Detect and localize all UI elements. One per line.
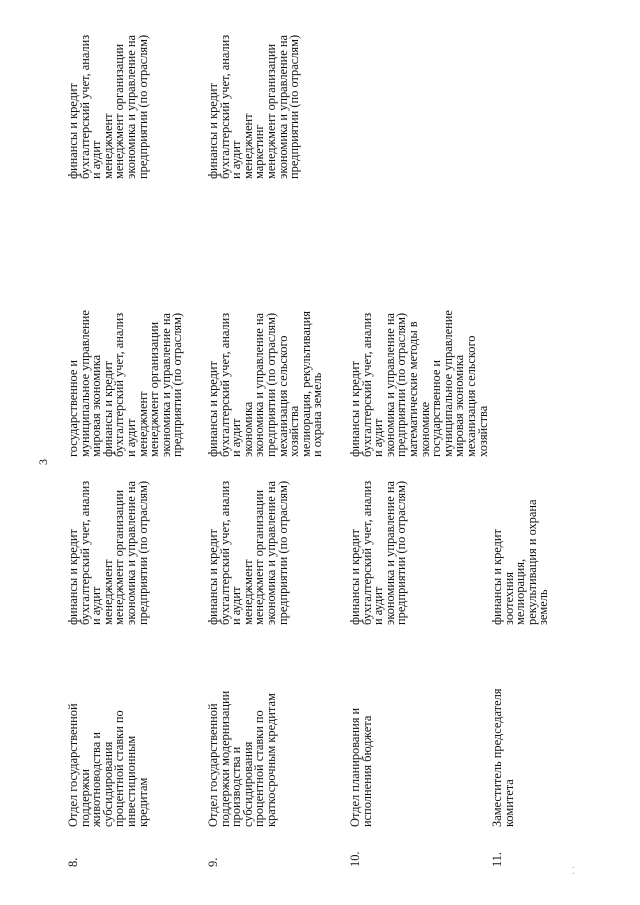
- cell-line: менеджмент: [100, 113, 115, 179]
- cell-line: исполнения бюджета: [359, 715, 374, 827]
- cell-line: процентной ставки по: [252, 710, 267, 827]
- cell-line: инвестиционным: [123, 735, 138, 827]
- cell-line: бухгалтерский учет, анализ: [77, 480, 92, 625]
- cell-line: менеджмент: [135, 391, 150, 457]
- cell-line: экономика и управление на: [275, 34, 290, 179]
- cell-line: бухгалтерский учет, анализ: [217, 34, 232, 179]
- cell-line: менеджмент: [100, 559, 115, 625]
- cell-line: Заместитель председателя: [490, 688, 504, 827]
- cell-line: субсидирования: [240, 741, 255, 827]
- specialties-cell-3: [208, 29, 301, 179]
- cell-line: и аудит: [371, 418, 386, 457]
- cell-line: предприятии (по отраслям): [394, 312, 409, 457]
- cell-line: математические методы в: [405, 321, 420, 457]
- cell-line: Отдел планирования и: [348, 707, 362, 827]
- specialties-cell-1: [492, 475, 550, 625]
- cell-line: финансы и кредит: [348, 361, 362, 457]
- department-cell: [206, 690, 278, 827]
- cell-line: предприятии (по отраслям): [394, 480, 409, 625]
- cell-line: кредитам: [135, 777, 150, 827]
- specialties-cell-3: [68, 29, 149, 179]
- cell-line: и аудит: [89, 586, 104, 625]
- margin-mark: · ·: [569, 865, 580, 875]
- cell-line: земель: [536, 589, 551, 625]
- specialties-cell-2: [350, 307, 489, 457]
- cell-line: бухгалтерский учет, анализ: [77, 34, 92, 179]
- cell-line: бухгалтерский учет, анализ: [359, 312, 374, 457]
- cell-line: предприятии (по отраслям): [170, 312, 185, 457]
- cell-line: механизация сельского: [463, 335, 478, 457]
- cell-line: экономике: [417, 401, 432, 457]
- cell-line: и аудит: [371, 586, 386, 625]
- cell-line: и аудит: [229, 418, 244, 457]
- cell-line: механизация сельского: [275, 335, 290, 457]
- cell-line: экономика и управление на: [158, 312, 173, 457]
- cell-line: экономика и управление на: [123, 480, 138, 625]
- cell-line: и аудит: [89, 140, 104, 179]
- cell-line: маркетинг: [252, 124, 267, 179]
- cell-line: муниципальное управление: [77, 310, 92, 457]
- cell-line: предприятии (по отраслям): [135, 34, 150, 179]
- specialties-cell-1: [68, 475, 149, 625]
- cell-line: зоотехния: [501, 572, 516, 625]
- cell-line: экономика и управление на: [382, 312, 397, 457]
- cell-line: и аудит: [123, 418, 138, 457]
- row-number: 10.: [348, 851, 362, 867]
- cell-line: хозяйства: [287, 405, 302, 457]
- cell-line: менеджмент: [240, 113, 255, 179]
- cell-line: Отдел государственной: [206, 703, 220, 827]
- cell-line: финансы и кредит: [206, 83, 220, 179]
- cell-line: менеджмент организации: [112, 43, 127, 179]
- cell-line: мелиорация, рекультивация: [298, 311, 313, 457]
- cell-line: и аудит: [229, 586, 244, 625]
- cell-line: предприятии (по отраслям): [287, 34, 302, 179]
- cell-line: экономика и управление на: [382, 480, 397, 625]
- cell-line: финансы и кредит: [348, 529, 362, 625]
- cell-line: финансы и кредит: [206, 361, 220, 457]
- cell-line: финансы и кредит: [490, 529, 504, 625]
- page-number: 3: [36, 459, 50, 465]
- department-cell: [490, 688, 516, 827]
- cell-line: поддержки: [77, 769, 92, 827]
- cell-line: производства и: [229, 746, 244, 827]
- cell-line: предприятии (по отраслям): [263, 312, 278, 457]
- cell-line: менеджмент организации: [112, 489, 127, 625]
- cell-line: бухгалтерский учет, анализ: [217, 480, 232, 625]
- cell-line: субсидирования: [100, 741, 115, 827]
- department-cell: [66, 703, 150, 827]
- cell-line: и охрана земель: [310, 372, 325, 457]
- row-number: 8.: [66, 857, 80, 867]
- cell-line: Отдел государственной: [66, 703, 80, 827]
- cell-line: краткосрочным кредитам: [263, 693, 278, 827]
- cell-line: бухгалтерский учет, анализ: [359, 480, 374, 625]
- cell-line: предприятии (по отраслям): [275, 480, 290, 625]
- cell-line: мировая экономика: [452, 354, 467, 457]
- cell-line: и аудит: [229, 140, 244, 179]
- cell-line: финансы и кредит: [66, 83, 80, 179]
- cell-line: хозяйства: [475, 405, 490, 457]
- cell-line: мировая экономика: [89, 354, 104, 457]
- specialties-cell-1: [208, 475, 289, 625]
- cell-line: мелиорация,: [513, 558, 528, 625]
- cell-line: бухгалтерский учет, анализ: [112, 312, 127, 457]
- cell-line: менеджмент: [240, 559, 255, 625]
- cell-line: финансы и кредит: [206, 529, 220, 625]
- specialties-cell-2: [208, 307, 324, 457]
- cell-line: финансы и кредит: [100, 361, 115, 457]
- specialties-cell-1: [350, 475, 408, 625]
- cell-line: животноводства и: [89, 732, 104, 827]
- cell-line: экономика и управление на: [252, 312, 267, 457]
- cell-line: комитета: [501, 779, 516, 827]
- cell-line: экономика и управление на: [123, 34, 138, 179]
- cell-line: менеджмент организации: [147, 321, 162, 457]
- cell-line: экономика: [240, 401, 255, 457]
- cell-line: государственное и: [66, 359, 80, 457]
- cell-line: менеджмент организации: [263, 43, 278, 179]
- cell-line: предприятии (по отраслям): [135, 480, 150, 625]
- cell-line: менеджмент организации: [252, 489, 267, 625]
- cell-line: бухгалтерский учет, анализ: [217, 312, 232, 457]
- cell-line: рекультивация и охрана: [524, 499, 539, 625]
- row-number: 11.: [490, 851, 504, 867]
- department-cell: [350, 709, 373, 827]
- cell-line: экономика и управление на: [263, 480, 278, 625]
- cell-line: финансы и кредит: [66, 529, 80, 625]
- row-number: 9.: [206, 857, 220, 867]
- cell-line: поддержки модернизации: [217, 690, 232, 827]
- cell-line: процентной ставки по: [112, 710, 127, 827]
- cell-line: муниципальное управление: [440, 310, 455, 457]
- specialties-cell-2: [68, 307, 184, 457]
- cell-line: государственное и: [429, 359, 444, 457]
